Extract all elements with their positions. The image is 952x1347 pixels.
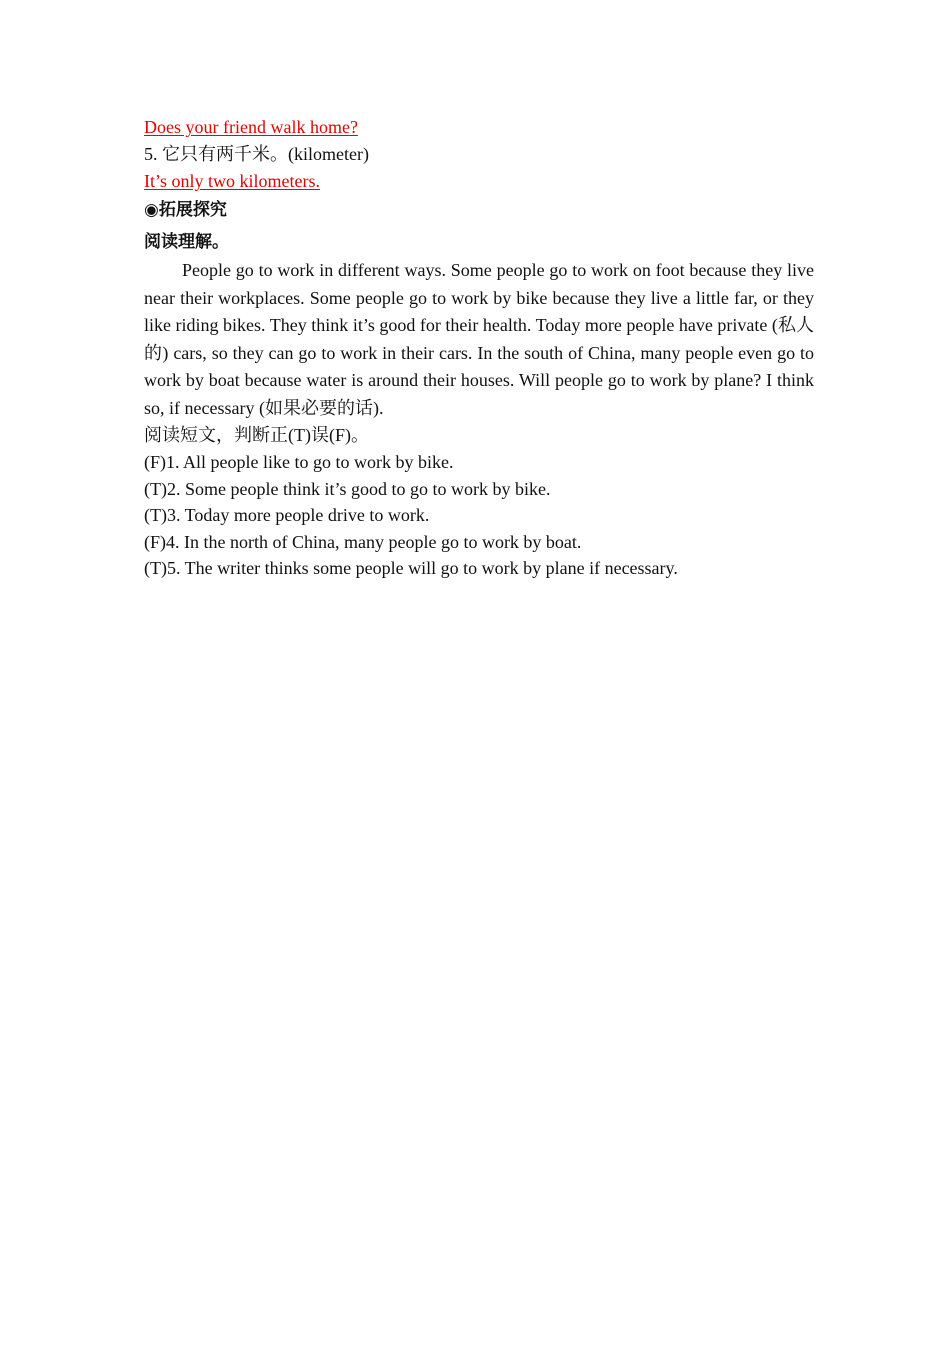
reading-heading: 阅读理解。 bbox=[144, 232, 229, 252]
question-5: 5. 它只有两千米。(kilometer) bbox=[144, 144, 369, 164]
judgement-item: (F)4. In the north of China, many people go to work by boat. bbox=[144, 531, 582, 552]
task-instruction: 阅读短文，判断正(T)误(F)。 bbox=[144, 425, 369, 445]
judgement-item: (T)5. The writer thinks some people will go to work by plane if necessary. bbox=[144, 558, 678, 579]
document-page bbox=[144, 114, 814, 582]
judgement-item: (F)1. All people like to go to work by bike. bbox=[144, 452, 454, 472]
answer-5: It’s only two kilometers. bbox=[144, 171, 320, 191]
judgement-item: (T)3. Today more people drive to work. bbox=[144, 505, 430, 526]
answer-line-4 bbox=[144, 114, 814, 141]
judgement-item: (T)2. Some people think it’s good to go to work by bike. bbox=[144, 478, 551, 499]
extension-heading: ◉拓展探究 bbox=[144, 200, 227, 220]
answer-4: Does your friend walk home? bbox=[144, 117, 358, 137]
answer-line-5 bbox=[144, 168, 814, 195]
reading-passage: People go to work in different ways. Some people go to work on foot because they live near their workplaces. Some people go to work by bike because they live a little far, or they like riding bikes. They think it’s good for their health. Today more people have private (私人的) cars, so they can go to work in their cars. In the south of China, many people even go to work by boat because water is around their houses. Will people go to work by plane? I think so, if necessary (如果必要的话). bbox=[144, 260, 814, 418]
